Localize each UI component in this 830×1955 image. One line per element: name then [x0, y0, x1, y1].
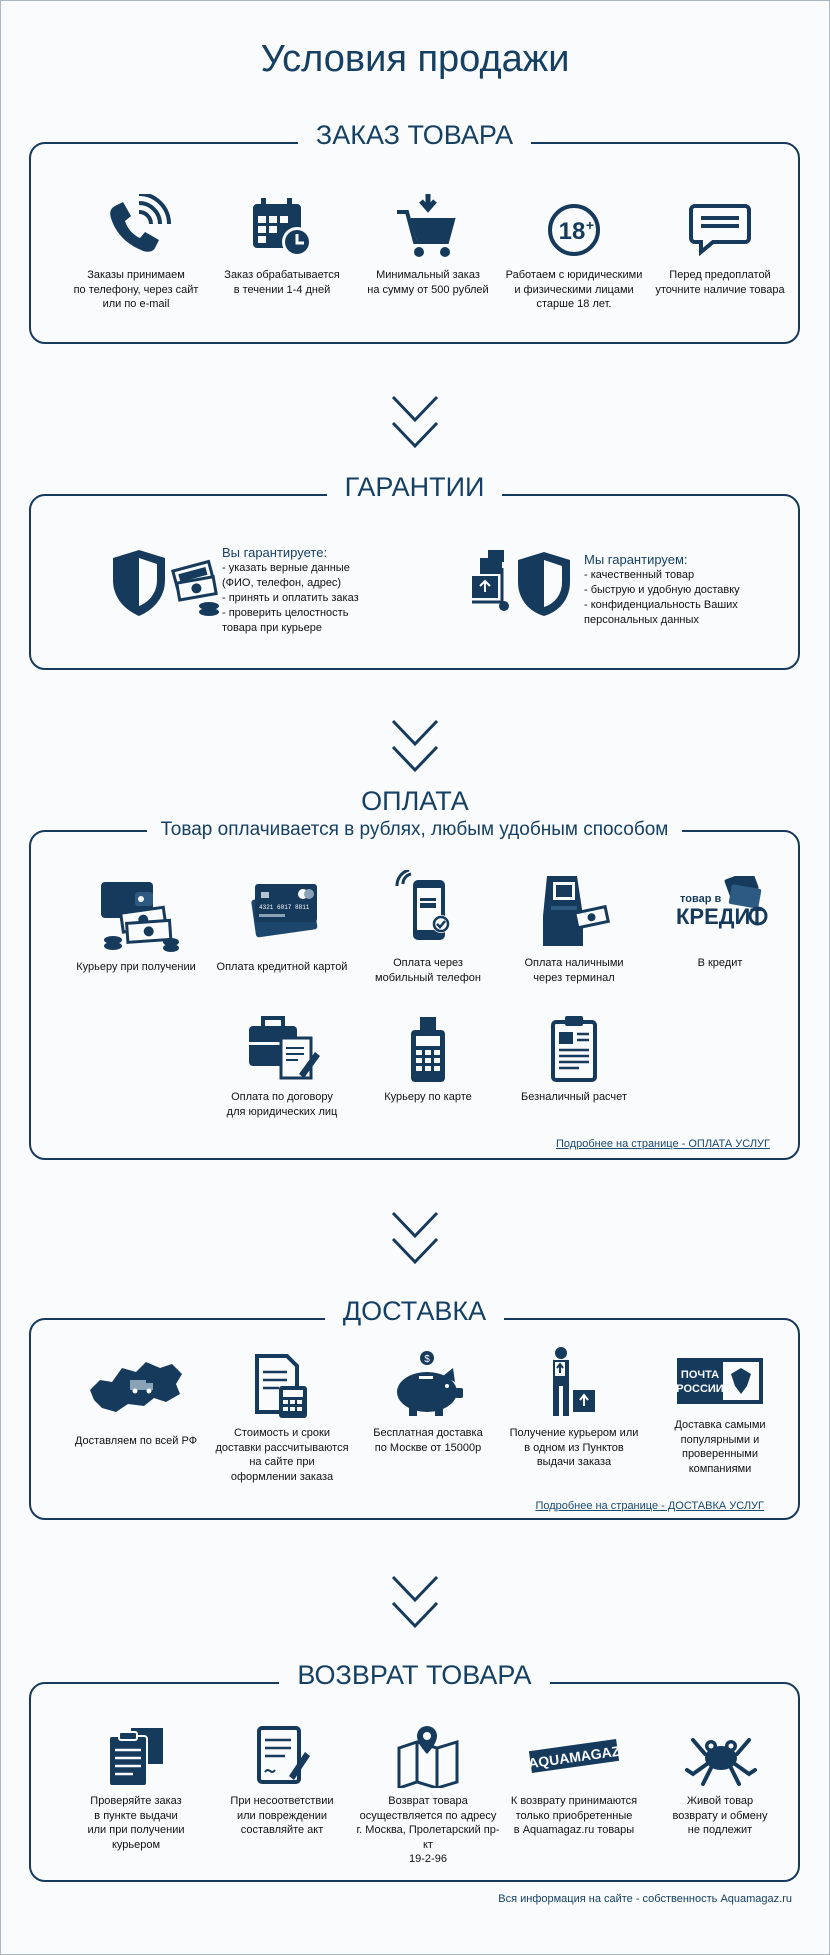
document-pen-icon	[237, 1724, 327, 1788]
returns-item-text: Живой товар возврату и обмену не подлежит	[672, 1795, 768, 1836]
chevron-down-icon	[390, 718, 440, 774]
delivery-item-text: Получение курьером или в одном из Пунктов выдачи заказа	[509, 1427, 639, 1468]
payment-section	[29, 819, 800, 1160]
delivery-heading: ДОСТАВКА	[325, 1296, 504, 1326]
order-item-text: Работаем с юридическими и физическими лицами старше 18 лет.	[505, 269, 643, 310]
shield-delivery-icon	[466, 548, 578, 620]
returns-item-frog	[645, 1724, 795, 1838]
clipboard-box-icon	[91, 1724, 181, 1788]
delivery-item-text: Доставка самыми популярными и проверенными компаниями	[674, 1419, 766, 1475]
post-label-line1: ПОЧТА	[680, 1369, 720, 1381]
aquamagaz-logo-text: AQUAMAGAZ	[527, 1742, 622, 1772]
order-item-age	[499, 194, 649, 312]
delivery-details-link[interactable]: Подробнее на странице - ДОСТАВКА УСЛУГ	[535, 1500, 764, 1512]
piggy-bank-icon	[383, 1350, 473, 1420]
delivery-item-post	[645, 1350, 795, 1476]
payment-item-card	[207, 878, 357, 975]
mobile-payment-icon	[383, 870, 473, 950]
payment-details-link[interactable]: Подробнее на странице - ОПЛАТА УСЛУГ	[555, 1138, 770, 1150]
courier-icon	[529, 1346, 619, 1420]
returns-section	[29, 1660, 800, 1882]
payment-item-invoice	[499, 1014, 649, 1105]
credit-logo-icon	[670, 876, 770, 950]
delivery-item-text: Стоимость и сроки доставки рассчитываются на сайте при оформлении заказа	[215, 1427, 349, 1483]
post-label-line2: РОССИИ	[676, 1383, 724, 1395]
age-18-icon	[539, 194, 609, 262]
card-number-text: 4321 6017 8811	[259, 904, 310, 911]
terminal-icon	[529, 872, 619, 950]
guarantee-we-title: Мы гарантируем:	[584, 552, 688, 567]
aquamagaz-logo-icon	[524, 1728, 624, 1788]
guarantee-you-text: - указать верные данные (ФИО, телефон, адрес) - принять и оплатить заказ - проверить целостность товара при курьере	[222, 562, 359, 634]
guarantee-we-text: - качественный товар - быструю и удобную доставку - конфиденциальность Ваших персональных данных	[584, 569, 740, 626]
payment-item-courier	[61, 878, 211, 975]
payment-item-contract	[207, 1014, 357, 1119]
order-item-cart	[353, 194, 503, 297]
order-heading: ЗАКАЗ ТОВАРА	[298, 120, 531, 150]
order-section	[29, 120, 800, 344]
footer-copyright: Вся информация на сайте - собственность Aquamagaz.ru	[498, 1893, 792, 1905]
order-item-text: Заказ обрабатывается в течении 1-4 дней	[224, 269, 340, 296]
frog-icon	[675, 1724, 765, 1788]
chevron-down-icon	[390, 1210, 440, 1266]
payment-item-text: В кредит	[697, 957, 743, 969]
delivery-item-courier	[499, 1346, 649, 1470]
payment-item-mobile	[353, 870, 503, 985]
delivery-item-text: Бесплатная доставка по Москве от 15000р	[373, 1427, 483, 1454]
delivery-item-piggy	[353, 1350, 503, 1455]
payment-item-text: Оплата по договору для юридических лиц	[226, 1091, 338, 1118]
svg-text:+: +	[585, 217, 595, 233]
credit-card-icon	[237, 878, 327, 952]
guarantee-heading: ГАРАНТИИ	[327, 472, 503, 502]
chat-icon	[685, 194, 755, 262]
returns-item-text: Возврат товара осуществляется по адресу г. Москва, Пролетарский пр-кт 19-2-96	[356, 1795, 500, 1865]
phone-icon	[101, 194, 171, 262]
returns-item-address	[353, 1724, 503, 1867]
returns-item-text: К возврату принимаются только приобретенные в Aquamagaz.ru товары	[510, 1795, 638, 1836]
credit-logo-text: КРЕДИТ	[676, 904, 764, 929]
order-item-calendar	[207, 194, 357, 297]
calendar-clock-icon	[247, 194, 317, 262]
returns-item-check	[61, 1724, 211, 1852]
calculator-doc-icon	[237, 1350, 327, 1420]
shopping-cart-icon	[393, 194, 463, 262]
delivery-item-text: Доставляем по всей РФ	[74, 1435, 198, 1447]
payment-item-text: Безналичный расчет	[521, 1091, 627, 1103]
payment-item-credit	[645, 876, 795, 971]
russia-map-icon	[86, 1350, 186, 1420]
delivery-item-calc	[207, 1350, 357, 1484]
wallet-cash-icon	[91, 878, 181, 952]
order-item-phone	[61, 194, 211, 312]
payment-subheading: Товар оплачивается в рублях, любым удобным способом	[147, 819, 683, 840]
returns-item-text: При несоответствии или повреждении составляйте акт	[230, 1795, 334, 1836]
payment-item-text: Оплата кредитной картой	[216, 961, 348, 973]
payment-item-card-terminal	[353, 1014, 503, 1105]
chevron-down-icon	[390, 394, 440, 450]
shield-money-icon	[109, 548, 221, 620]
chevron-down-icon	[390, 1574, 440, 1630]
payment-item-text: Оплата наличными через терминал	[524, 957, 624, 984]
payment-item-text: Курьеру при получении	[76, 961, 196, 973]
payment-heading: ОПЛАТА	[361, 786, 469, 816]
credit-small-text: товар в	[680, 893, 722, 905]
payment-item-text: Курьеру по карте	[384, 1091, 472, 1103]
returns-heading: ВОЗВРАТ ТОВАРА	[279, 1660, 549, 1690]
card-terminal-icon	[383, 1014, 473, 1084]
returns-item-text: Проверяйте заказ в пункте выдачи или при получении курьером	[87, 1795, 185, 1851]
map-pin-icon	[383, 1724, 473, 1788]
delivery-section	[29, 1296, 800, 1520]
svg-text:18: 18	[558, 218, 586, 245]
invoice-icon	[529, 1014, 619, 1084]
payment-item-terminal	[499, 872, 649, 985]
contract-icon	[237, 1014, 327, 1084]
order-item-text: Минимальный заказ на сумму от 500 рублей	[367, 269, 489, 296]
svg-text:$: $	[424, 1354, 430, 1365]
order-item-text: Перед предоплатой уточните наличие товара	[655, 269, 785, 296]
returns-item-act	[207, 1724, 357, 1838]
order-item-chat	[645, 194, 795, 297]
delivery-item-russia	[61, 1350, 211, 1449]
guarantee-you-title: Вы гарантируете:	[222, 545, 328, 560]
russian-post-icon	[675, 1350, 765, 1412]
page-title: Условия продажи	[260, 38, 570, 80]
returns-item-aquamagaz	[499, 1728, 649, 1838]
guarantee-section	[29, 472, 800, 670]
payment-item-text: Оплата через мобильный телефон	[375, 957, 481, 984]
order-item-text: Заказы принимаем по телефону, через сайт или по e-mail	[73, 269, 199, 310]
